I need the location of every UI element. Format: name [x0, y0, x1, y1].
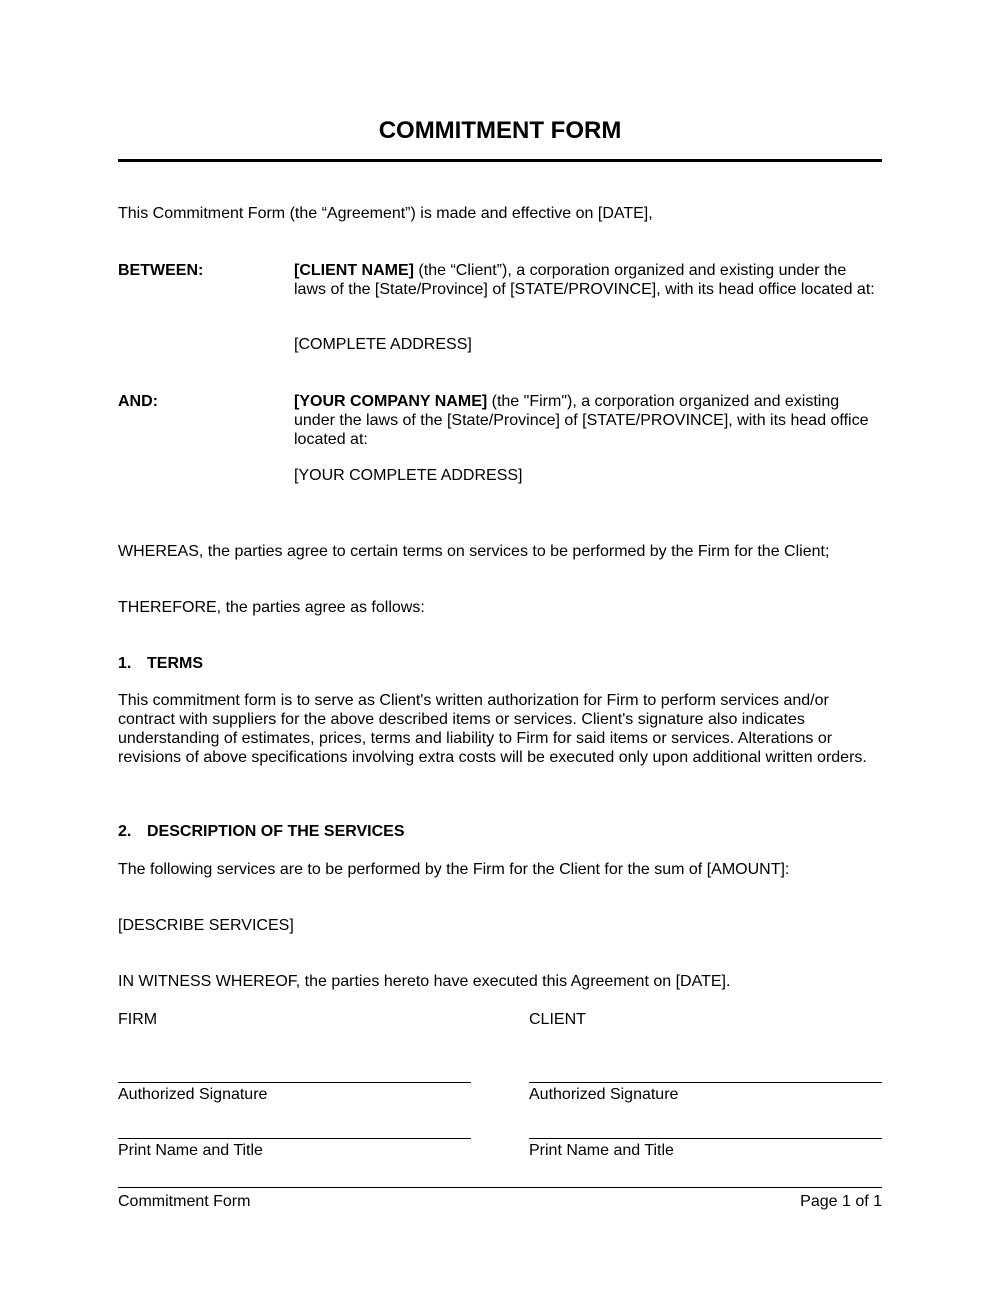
client-address-placeholder: [COMPLETE ADDRESS]	[294, 336, 472, 353]
services-placeholder: [DESCRIBE SERVICES]	[118, 917, 294, 934]
firm-name-placeholder: [YOUR COMPANY NAME]	[294, 393, 488, 410]
firm-address-placeholder: [YOUR COMPLETE ADDRESS]	[294, 467, 523, 484]
client-signature-line	[529, 1082, 882, 1083]
title-divider	[118, 159, 882, 162]
section-2-title: DESCRIPTION OF THE SERVICES	[147, 823, 405, 840]
section-1-number: 1.	[118, 655, 132, 672]
client-name-title-line	[529, 1138, 882, 1139]
witness-paragraph: IN WITNESS WHEREOF, the parties hereto have executed this Agreement on [DATE].	[118, 973, 731, 990]
client-authorized-signature-caption: Authorized Signature	[529, 1086, 679, 1103]
client-print-name-caption: Print Name and Title	[529, 1142, 674, 1159]
section-1-body: This commitment form is to serve as Client's written authorization for Firm to perform services and/or contract with suppliers for the above described items or services. Client's signature also indicates understanding of estimates, prices, terms and liability to Firm for said items or services. Alterations or revisions of above specifications involving extra costs will be executed only upon additional written orders.	[118, 692, 867, 766]
section-2-number: 2.	[118, 823, 132, 840]
firm-party-text: (the "Firm"), a corporation organized and existing under the laws of the [State/Province] of [STATE/PROVINCE], with its head office located at:	[294, 393, 869, 448]
section-1-heading	[118, 654, 203, 673]
footer-document-name: Commitment Form	[118, 1193, 251, 1210]
client-party-text: (the “Client”), a corporation organized and existing under the laws of the [State/Province] of [STATE/PROVINCE], with its head office located at:	[294, 262, 875, 298]
therefore-paragraph: THEREFORE, the parties agree as follows:	[118, 599, 425, 616]
document-title: COMMITMENT FORM	[378, 117, 622, 144]
section-2-heading	[118, 822, 405, 841]
section-2-body: The following services are to be performed by the Firm for the Client for the sum of [AMOUNT]:	[118, 861, 790, 878]
and-label: AND:	[118, 393, 158, 410]
whereas-paragraph: WHEREAS, the parties agree to certain terms on services to be performed by the Firm for the Client;	[118, 543, 830, 560]
firm-signature-line	[118, 1082, 471, 1083]
between-label: BETWEEN:	[118, 262, 204, 279]
client-signature-label: CLIENT	[529, 1011, 586, 1028]
firm-print-name-caption: Print Name and Title	[118, 1142, 263, 1159]
footer-divider	[118, 1187, 882, 1188]
intro-paragraph: This Commitment Form (the “Agreement”) is made and effective on [DATE],	[118, 205, 653, 222]
firm-name-title-line	[118, 1138, 471, 1139]
firm-party-paragraph	[294, 392, 882, 449]
client-name-placeholder: [CLIENT NAME]	[294, 262, 414, 279]
client-party-paragraph	[294, 261, 882, 299]
section-1-title: TERMS	[147, 655, 203, 672]
firm-signature-label: FIRM	[118, 1011, 158, 1028]
footer-page-number: Page 1 of 1	[800, 1193, 882, 1210]
firm-authorized-signature-caption: Authorized Signature	[118, 1086, 268, 1103]
